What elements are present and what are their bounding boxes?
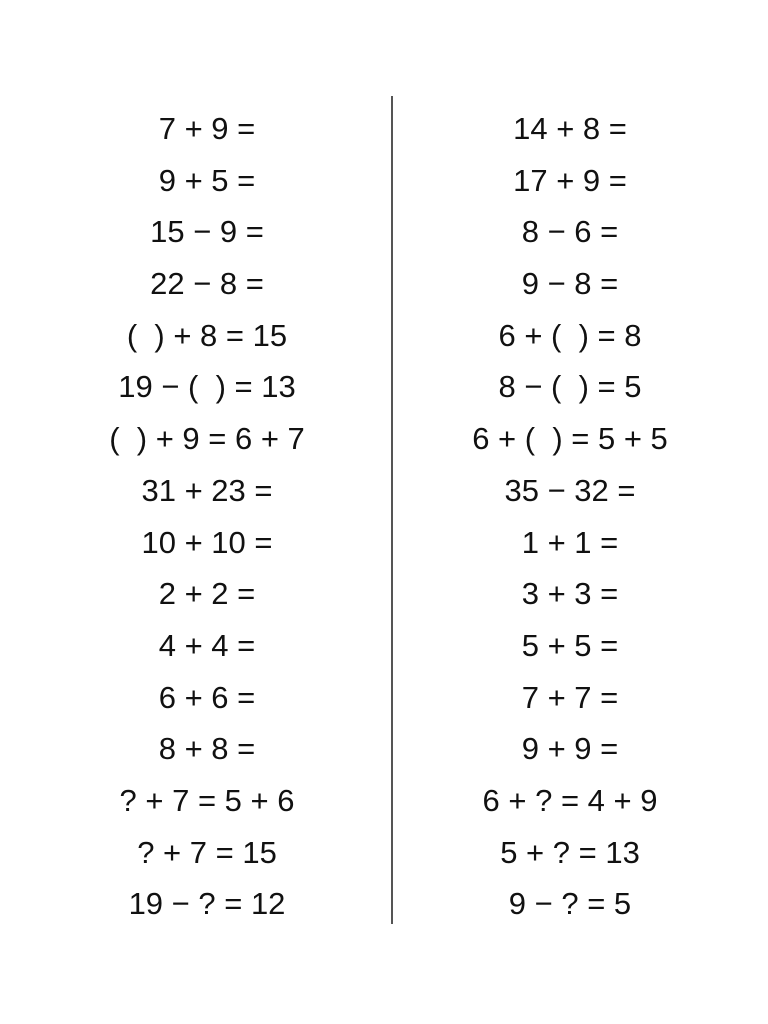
right-problem-column — [405, 103, 735, 930]
math-problem: 10 + 10 = — [141, 524, 273, 560]
math-problem: 8 − ( ) = 5 — [498, 369, 642, 405]
math-problem: 6 + ( ) = 5 + 5 — [472, 421, 668, 457]
math-problem: 6 + 6 = — [158, 679, 256, 715]
math-problem: 2 + 2 = — [158, 576, 256, 612]
math-problem: 6 + ? = 4 + 9 — [482, 782, 658, 818]
math-problem: 4 + 4 = — [158, 627, 256, 663]
math-problem: 31 + 23 = — [141, 472, 273, 508]
math-problem: 19 − ( ) = 13 — [118, 369, 296, 405]
math-problem: 7 + 9 = — [158, 111, 256, 146]
math-problem: 14 + 8 = — [513, 111, 627, 146]
math-problem: 5 + ? = 13 — [500, 834, 640, 870]
math-problem: 8 − 6 = — [521, 214, 619, 250]
math-problem: 35 − 32 = — [504, 472, 636, 508]
math-problem: ? + 7 = 15 — [137, 834, 277, 870]
math-problem: 5 + 5 = — [521, 627, 619, 663]
math-problem: ( ) + 9 = 6 + 7 — [109, 421, 305, 457]
math-problem: 17 + 9 = — [513, 162, 627, 198]
math-problem: 3 + 3 = — [521, 576, 619, 612]
math-problem: 7 + 7 = — [521, 679, 619, 715]
column-divider — [391, 96, 393, 924]
math-problem: ? + 7 = 5 + 6 — [119, 782, 295, 818]
left-problem-column — [42, 103, 372, 930]
math-problem: 9 − 8 = — [521, 266, 619, 302]
math-problem: 6 + ( ) = 8 — [498, 317, 642, 353]
math-problem: 9 − ? = 5 — [508, 886, 632, 922]
math-problem: 8 + 8 = — [158, 731, 256, 767]
math-problem: 22 − 8 = — [150, 266, 264, 302]
math-problem: ( ) + 8 = 15 — [126, 317, 288, 353]
math-problem: 1 + 1 = — [521, 524, 619, 560]
math-problem: 15 − 9 = — [150, 214, 264, 250]
math-problem: 19 − ? = 12 — [128, 886, 286, 922]
math-problem: 9 + 9 = — [521, 731, 619, 767]
math-problem: 9 + 5 = — [158, 162, 256, 198]
